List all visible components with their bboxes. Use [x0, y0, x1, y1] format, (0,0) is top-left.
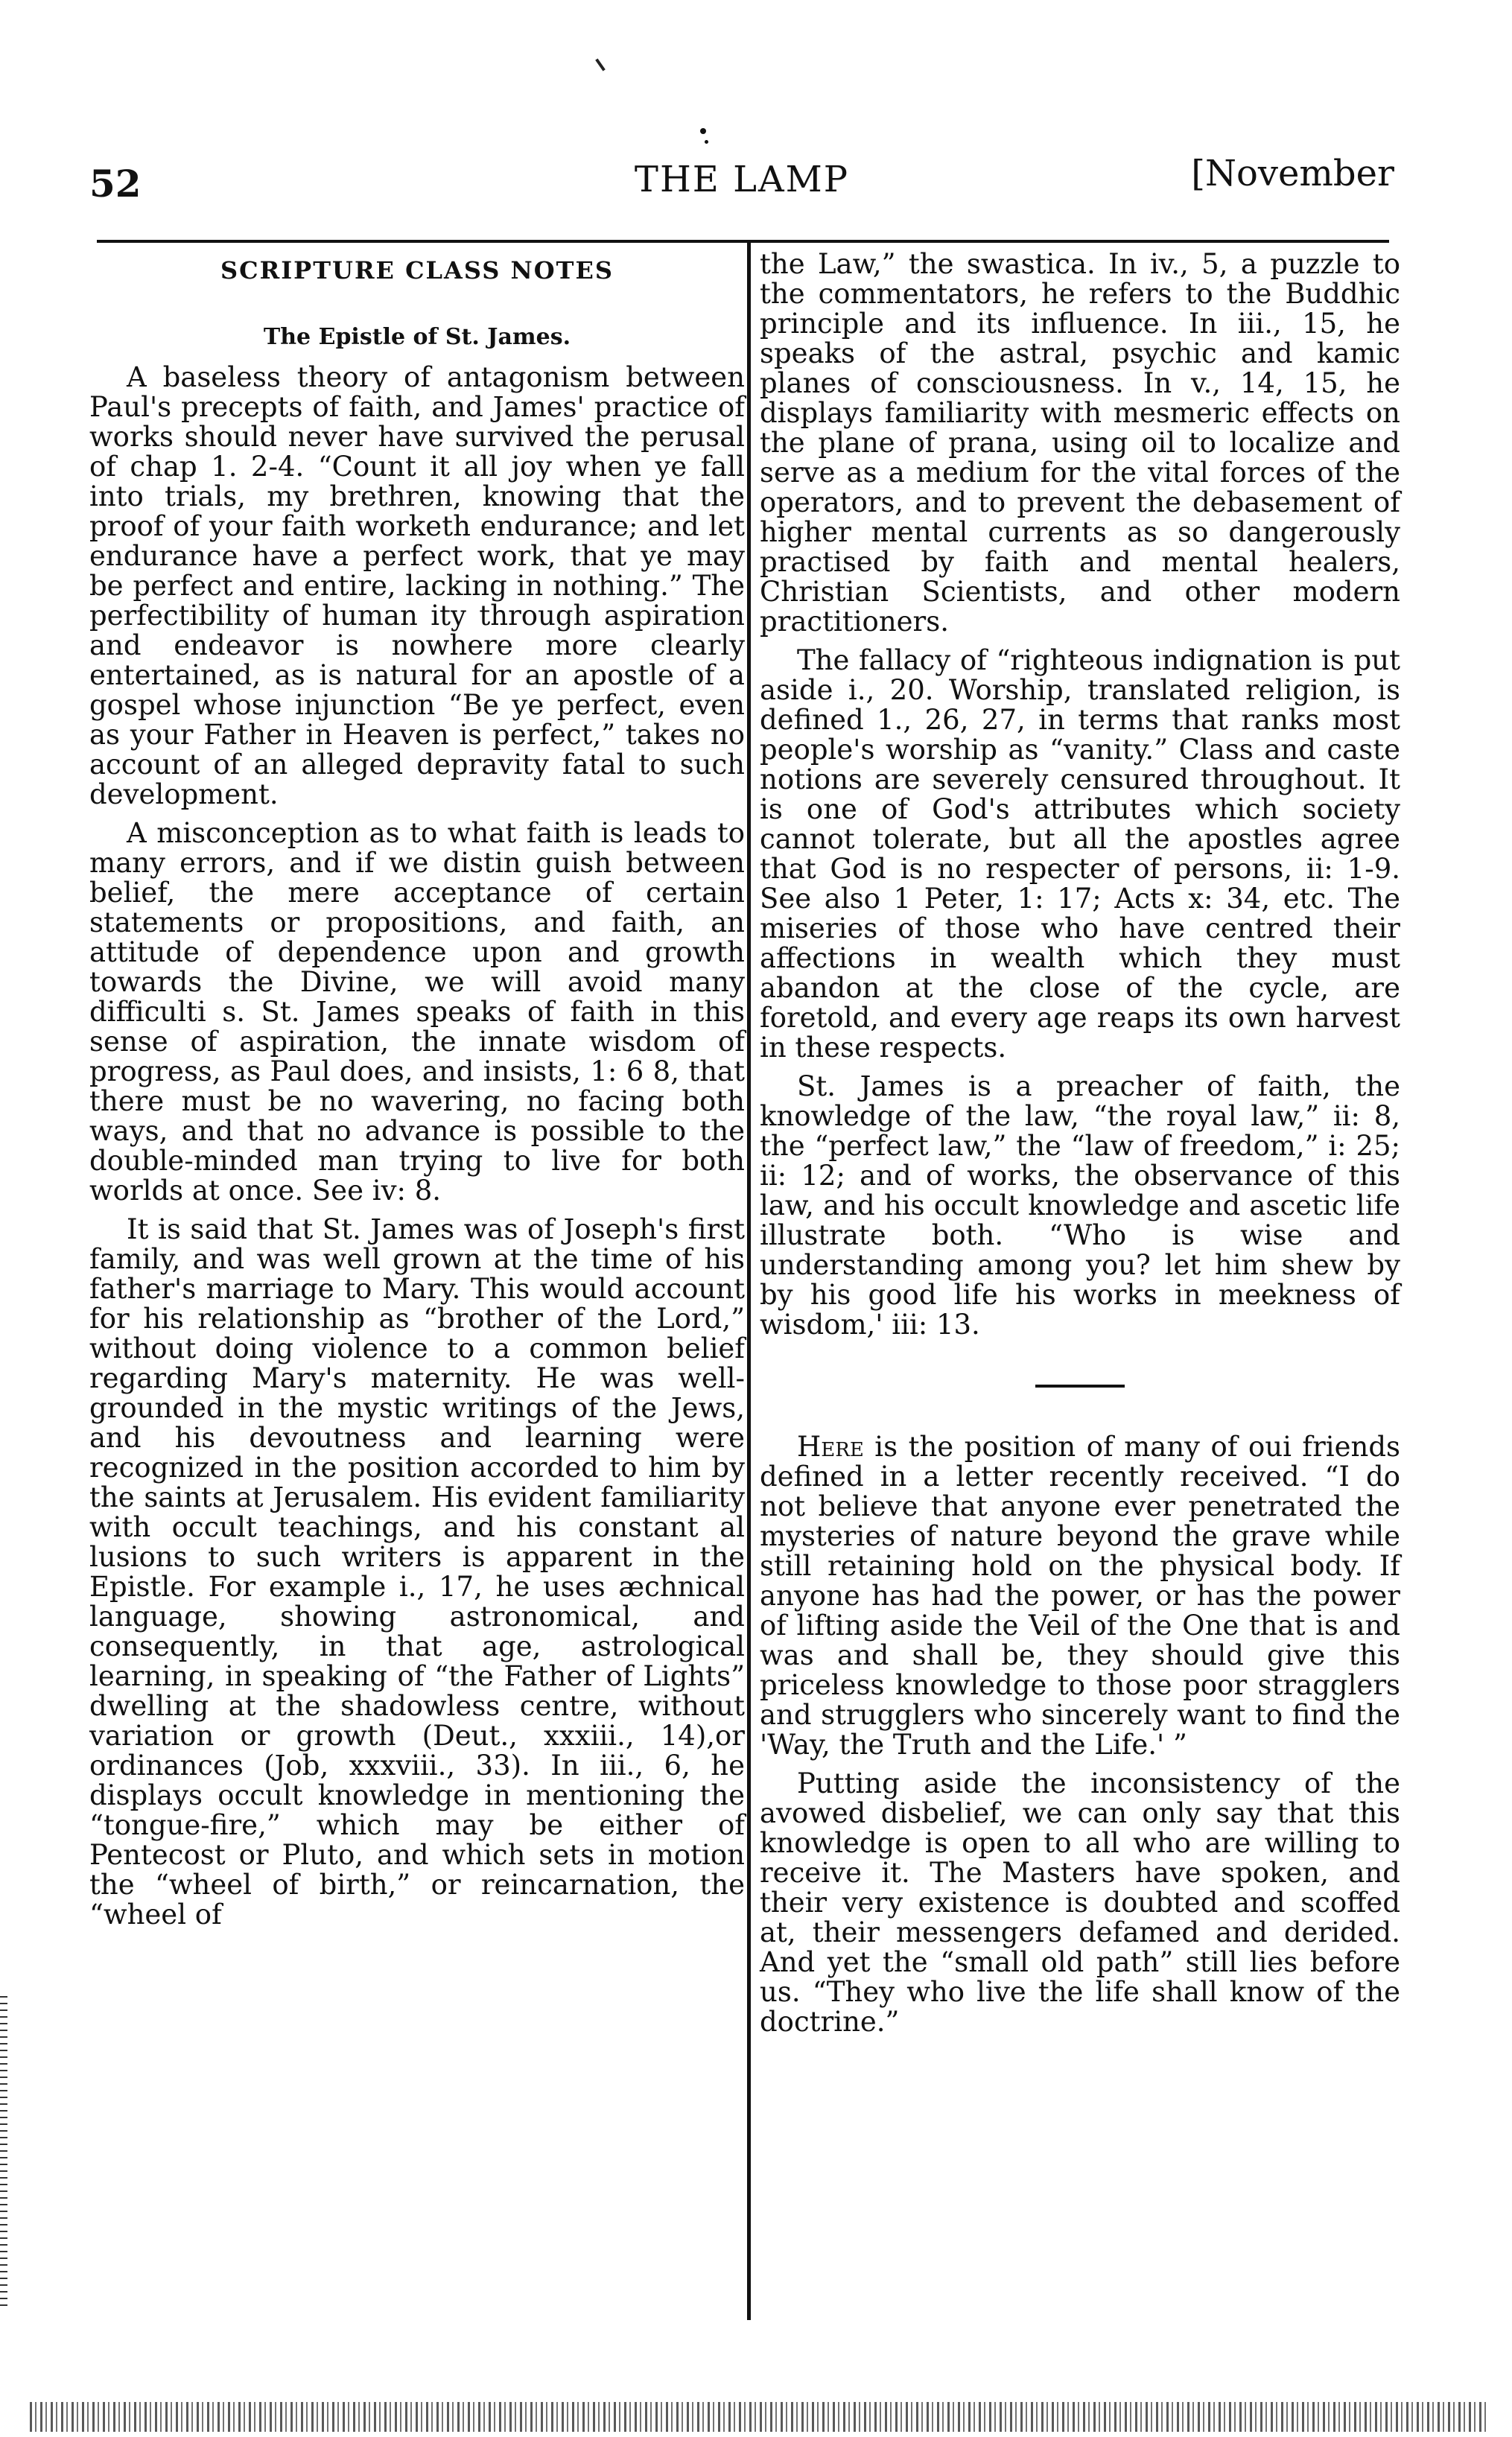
- letter-text: is the position of many of oui friends defined in a letter recently received. “I do not believe that anyone ever penetrated the mysteries of nature beyond the grave while still retaining hold on the physical body. If anyone has had the power, or has the power of lifting aside the Veil of the One that is and was and shall be, they should give this priceless knowledge to those poor stragglers and strugglers who sincerely want to find the 'Way, the Truth and the Life.' ”: [760, 1431, 1400, 1761]
- running-head: [89, 153, 1394, 205]
- letter-paragraph: [760, 1432, 1400, 1760]
- journal-title: THE LAMP: [634, 159, 850, 200]
- paragraph: It is said that St. James was of Joseph's first family, and was well grown at the time of his father's marriage to Mary. This would account for his relationship as “brother of the Lord,” without doing violence to a common belief regarding Mary's maternity. He was well-grounded in the mystic writings of the Jews, and his devoutness and learning were recognized in the position accorded to him by the saints at Jerusalem. His evident familiarity with occult teachings, and his constant al lusions to such writers is apparent in the Epistle. For example i., 17, he uses æchnical language, showing astronomical, and consequently, in that age, astrological learning, in speaking of “the Father of Lights” dwelling at the shadowless centre, without variation or growth (Deut., xxxiii., 14),or ordinances (Job, xxxviii., 33). In iii., 6, he displays occult knowledge in mentioning the “tongue-fire,” which may be either of Pentecost or Pluto, and which sets in motion the “wheel of birth,” or reincarnation, the “wheel of: [89, 1213, 745, 1931]
- page-number: 52: [89, 162, 142, 206]
- paragraph: A baseless theory of antagonism between Paul's precepts of faith, and James' practice of works should never have survived the perusal of chap 1. 2-4. “Count it all joy when ye fall into trials, my brethren, knowing that the proof of your faith worketh endurance; and let endurance have a perfect work, that ye may be perfect and entire, lacking in nothing.” The perfectibility of human ity through aspiration and endeavor is nowhere more clearly entertained, as is natural for an apostle of a gospel whose injunction “Be ye perfect, even as your Father in Heaven is perfect,” takes no account of an alleged depravity fatal to such development.: [89, 361, 745, 810]
- paragraph: St. James is a preacher of faith, the knowledge of the law, “the royal law,” ii: 8, the “perfect law,” the “law of freedom,” i: 25; ii: 12; and of works, the observance of this law, and his occult knowledge and ascetic life illustrate both. “Who is wise and understanding among you? let him shew by by his good life his works in meekness of wisdom,' iii: 13.: [760, 1070, 1400, 1341]
- section-divider: [1035, 1385, 1125, 1388]
- scan-speck: [705, 140, 708, 144]
- scan-speck: [700, 128, 706, 134]
- paragraph: A misconception as to what faith is leads to many errors, and if we distin guish between belief, the mere acceptance of certain statements or propositions, and faith, an attitude of dependence upon and growth towards the Divine, we will avoid many difficulti s. St. James speaks of faith in this sense of aspiration, the innate wisdom of progress, as Paul does, and insists, 1: 6 8, that there must be no wavering, no facing both ways, and that no advance is possible to the double-minded man trying to live for both worlds at once. See iv: 8.: [89, 817, 745, 1207]
- header-rule: [97, 240, 1389, 243]
- issue-month: [November: [1191, 153, 1394, 194]
- letter-lead-word: Here: [797, 1431, 864, 1463]
- paragraph: the Law,” the swastica. In iv., 5, a puzzle to the commentators, he refers to the Buddhic principle and its influence. In iii., 15, he speaks of the astral, psychic and kamic planes of consciousness. In v., 14, 15, he displays familiarity with mesmeric effects on the plane of prana, using oil to localize and serve as a medium for the vital forces of the operators, and to prevent the debasement of higher mental currents as so dangerously practised by faith and mental healers, Christian Scientists, and other modern practitioners.: [760, 248, 1400, 638]
- article-title: The Epistle of St. James.: [263, 324, 571, 350]
- left-column: [89, 250, 745, 1939]
- scan-speck: [595, 58, 606, 71]
- paragraph: The fallacy of “righteous indignation is put aside i., 20. Worship, translated religion, is defined 1., 26, 27, in terms that ranks most people's worship as “vanity.” Class and caste notions are severely censured throughout. It is one of God's attributes which society cannot tolerate, but all the apostles agree that God is no respecter of persons, ii: 1-9. See also 1 Peter, 1: 17; Acts x: 34, etc. The miseries of those who have centred their affections in wealth which they must abandon at the close of the cycle, are foretold, and every age reaps its own harvest in these respects.: [760, 644, 1400, 1064]
- section-title: SCRIPTURE CLASS NOTES: [220, 256, 614, 285]
- column-divider: [747, 242, 751, 2320]
- scan-edge-noise: [0, 1996, 7, 2309]
- scan-bottom-noise: [30, 2402, 1490, 2432]
- paragraph: Putting aside the inconsistency of the avowed disbelief, we can only say that this knowledge is open to all who are willing to receive it. The Masters have spoken, and their very existence is doubted and scoffed at, their messengers defamed and derided. And yet the “small old path” still lies before us. “They who live the life shall know of the doctrine.”: [760, 1767, 1400, 2038]
- right-column: [760, 250, 1400, 2046]
